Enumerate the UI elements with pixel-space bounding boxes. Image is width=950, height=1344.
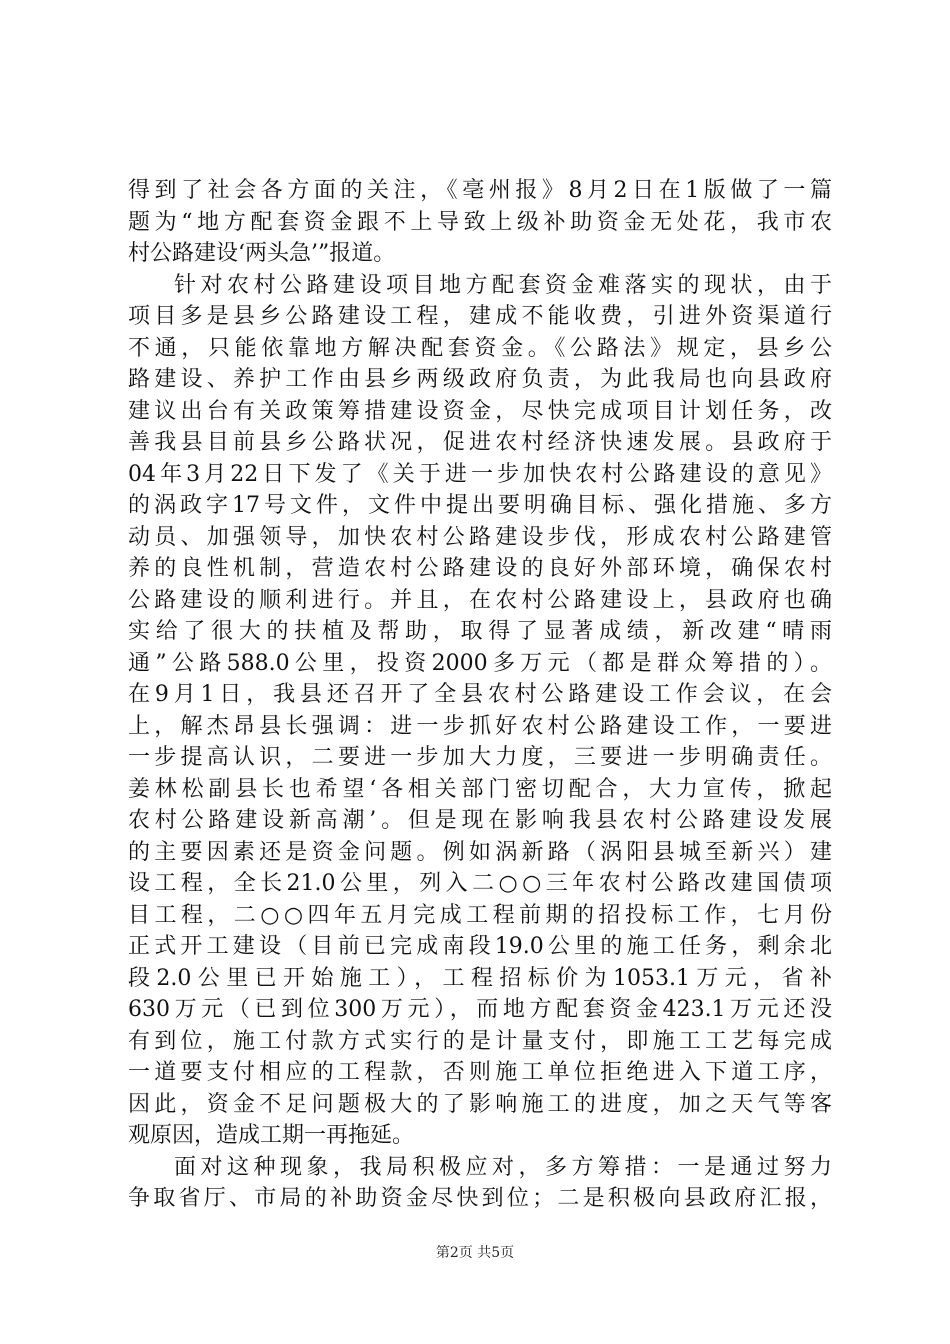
text-line: 目工程，二○○四年五月完成工程前期的招投标工作，七月份: [128, 902, 832, 928]
text-line: 村公路建设‘两头急’”报道。: [128, 241, 396, 266]
paragraph-start-line: 针对农村公路建设项目地方配套资金难落实的现状，由于: [174, 272, 832, 298]
text-line: 观原因，造成工期一再拖延。: [128, 1123, 415, 1148]
text-line: 养的良性机制，营造农村公路建设的良好外部环境，确保农村: [128, 556, 832, 581]
text-line: 姜林松副县长也希望‘各相关部门密切配合，大力宣传，掀起: [128, 776, 832, 802]
text-line: 设工程，全长21.0公里，列入二○○三年农村公路改建国债项: [128, 871, 832, 896]
text-line: 不通，只能依靠地方解决配套资金。《公路法》规定，县乡公: [128, 335, 832, 361]
text-line: 正式开工建设（目前已完成南段19.0公里的施工任务，剩余北: [128, 934, 832, 959]
text-line: 630万元（已到位300万元），而地方配套资金423.1万元还没: [128, 997, 832, 1022]
text-line: 有到位，施工付款方式实行的是计量支付，即施工工艺每完成: [128, 1028, 832, 1054]
text-line: 一道要支付相应的工程款，否则施工单位拒绝进入下道工序，: [128, 1060, 832, 1085]
text-line: 的主要因素还是资金问题。例如涡新路（涡阳县城至新兴）建: [128, 839, 832, 865]
text-line: 项目多是县乡公路建设工程，建成不能收费，引进外资渠道行: [128, 304, 832, 329]
text-line: 通”公路588.0公里，投资2000多万元（都是群众筹措的）。: [128, 650, 832, 676]
text-line: 题为“地方配套资金跟不上导致上级补助资金无处花，我市农: [128, 209, 832, 235]
paragraph-start-line: 面对这种现象，我局积极应对，多方筹措：一是通过努力: [174, 1154, 832, 1180]
text-line: 因此，资金不足问题极大的了影响施工的进度，加之天气等客: [128, 1091, 832, 1117]
text-line: 善我县目前县乡公路状况，促进农村经济快速发展。县政府于: [128, 430, 832, 455]
text-line: 得到了社会各方面的关注，《亳州报》8月2日在1版做了一篇: [128, 178, 832, 203]
text-line: 的涡政字17号文件，文件中提出要明确目标、强化措施、多方: [128, 493, 832, 518]
text-line: 争取省厅、市局的补助资金尽快到位；二是积极向县政府汇报，: [128, 1186, 832, 1211]
text-line: 实给了很大的扶植及帮助，取得了显著成绩，新改建“晴雨: [128, 619, 832, 644]
page-number-footer: 第2页 共5页: [435, 1245, 515, 1261]
text-line: 在9月1日，我县还召开了全县农村公路建设工作会议，在会: [128, 682, 832, 707]
text-line: 动员、加强领导，加快农村公路建设步伐，形成农村公路建管: [128, 524, 832, 550]
text-line: 农村公路建设新高潮’。但是现在影响我县农村公路建设发展: [128, 808, 832, 833]
document-body: [128, 175, 832, 1215]
text-line: 上，解杰昂县长强调：进一步抓好农村公路建设工作，一要进: [128, 713, 832, 739]
text-line: 04年3月22日下发了《关于进一步加快农村公路建设的意见》: [128, 461, 832, 487]
text-line: 一步提高认识，二要进一步加大力度，三要进一步明确责任。: [128, 745, 832, 770]
text-line: 建议出台有关政策筹措建设资金，尽快完成项目计划任务，改: [128, 398, 832, 424]
text-line: 路建设、养护工作由县乡两级政府负责，为此我局也向县政府: [128, 367, 832, 392]
text-line: 公路建设的顺利进行。并且，在农村公路建设上，县政府也确: [128, 587, 832, 613]
text-line: 段2.0公里已开始施工），工程招标价为1053.1万元，省补: [128, 965, 832, 991]
